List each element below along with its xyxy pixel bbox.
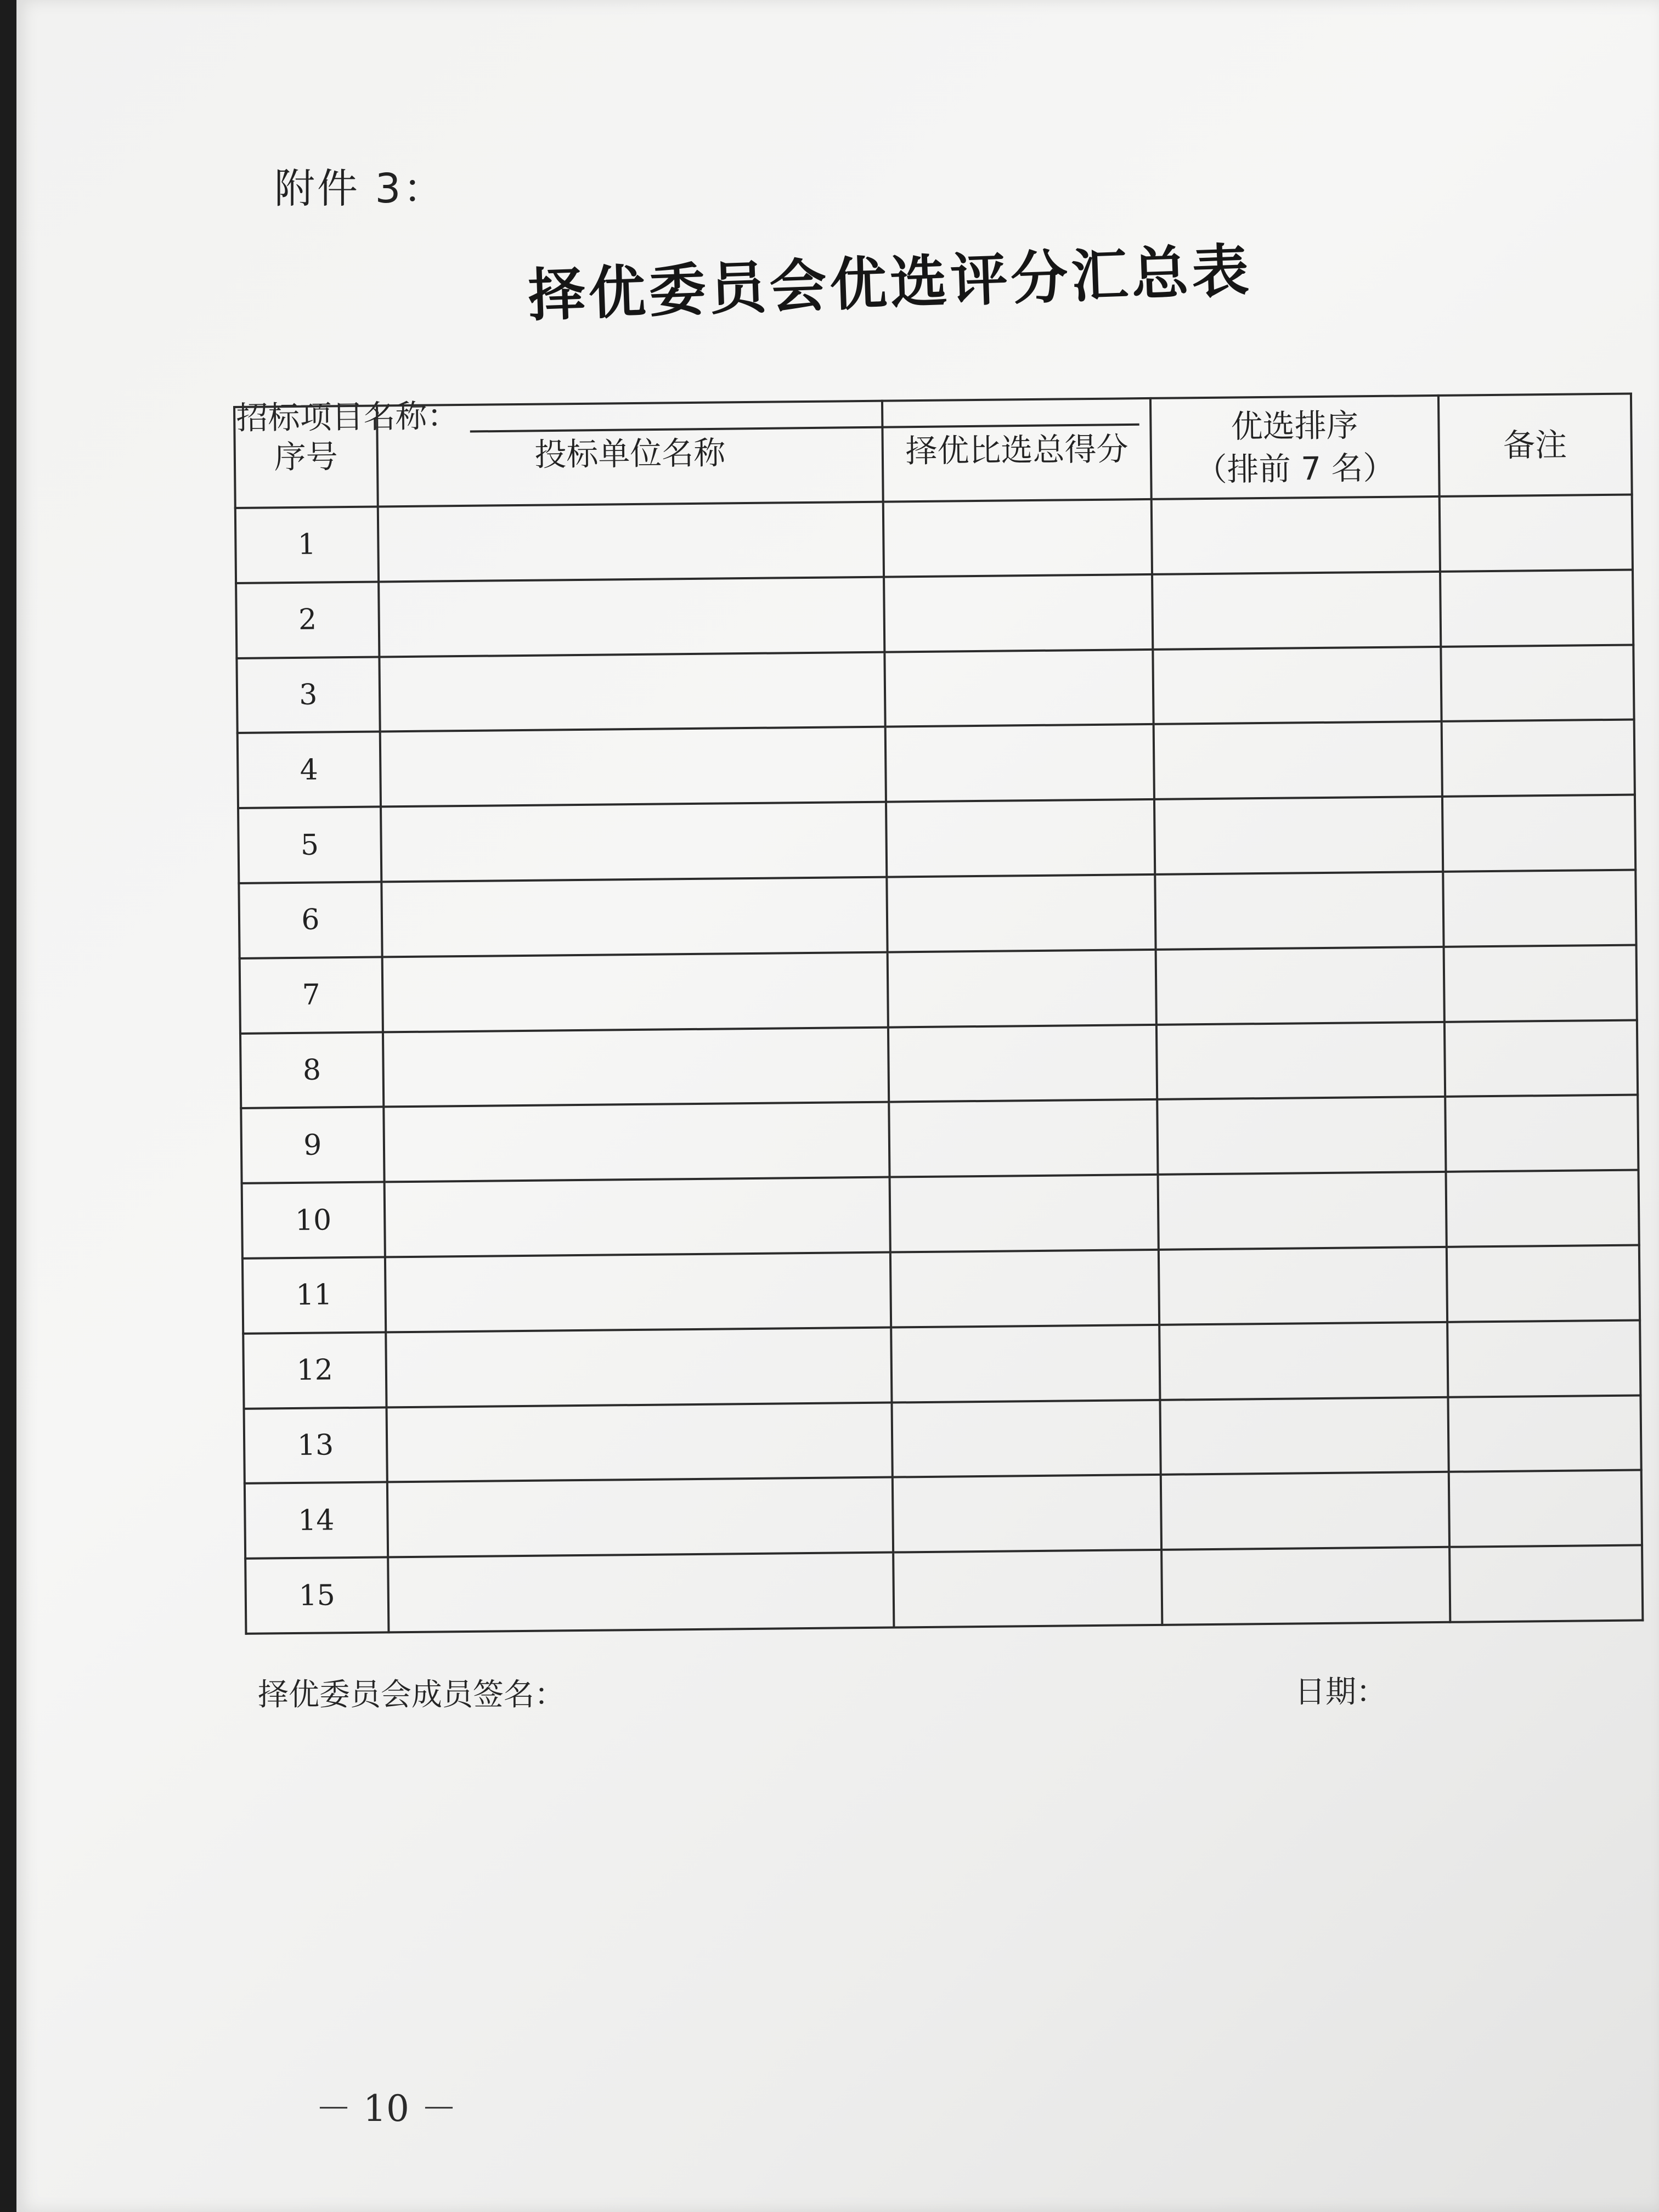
row-number-cell: 5 [238,807,381,883]
bidder-name-cell [386,1327,892,1407]
remarks-cell [1442,795,1636,872]
row-number-cell: 7 [240,957,383,1033]
table-row [243,1320,1640,1408]
total-score-cell [893,1475,1161,1552]
table-body [235,495,1643,1634]
remarks-cell [1449,1545,1643,1622]
row-number-cell: 15 [245,1558,388,1634]
remarks-cell [1446,1245,1640,1322]
ranking-cell [1154,721,1442,799]
table-row [239,870,1636,958]
ranking-cell [1157,1097,1446,1175]
remarks-cell [1447,1320,1641,1397]
remarks-cell [1440,569,1634,646]
table-row [236,569,1633,658]
score-summary-table [233,393,1644,1635]
document-title: 择优委员会优选评分汇总表 [527,236,1254,329]
ranking-cell [1158,1172,1447,1250]
remarks-cell [1443,870,1637,946]
total-score-cell [891,1325,1160,1402]
ranking-cell [1152,572,1441,650]
attachment-label: 附件 3： [274,165,446,212]
row-number-cell: 9 [241,1107,384,1183]
row-number-cell: 10 [242,1182,385,1259]
table-row [236,645,1634,733]
row-number-cell: 1 [235,506,379,583]
row-number-cell: 2 [236,582,379,658]
total-score-cell [886,799,1155,877]
bidder-name-cell [382,952,888,1032]
row-number-cell: 6 [239,882,382,958]
total-score-cell [888,1024,1157,1102]
header-cell: 优选排序 （排前 7 名） [1150,396,1439,499]
remarks-cell [1448,1395,1641,1472]
row-number-cell: 8 [240,1032,383,1108]
remarks-cell [1443,945,1637,1022]
table-row [235,495,1633,583]
bidder-name-cell [384,1177,890,1257]
paper-sheet [16,0,1659,2212]
bidder-name-cell [386,1402,893,1482]
remarks-cell [1445,1095,1639,1172]
bidder-name-cell [380,727,886,807]
ranking-cell [1159,1247,1447,1325]
row-number-cell: 13 [244,1407,387,1483]
bidder-name-cell [381,877,888,957]
total-score-cell [885,724,1154,802]
row-number-cell: 12 [243,1332,386,1408]
remarks-cell [1444,1020,1638,1097]
bidder-name-cell [388,1553,894,1633]
bidder-name-cell [379,577,885,657]
table-row [242,1245,1640,1333]
header-cell: 投标单位名称 [377,401,883,507]
table-header-row [234,394,1632,508]
ranking-cell [1152,496,1440,574]
row-number-cell: 4 [238,732,381,808]
remarks-cell [1441,720,1635,797]
header-cell: 备注 [1438,394,1632,496]
ranking-cell [1156,1022,1445,1099]
score-summary-table-wrap [233,393,1644,1635]
total-score-cell [883,499,1152,577]
remarks-cell [1448,1470,1642,1547]
table-row [242,1170,1639,1259]
total-score-cell [887,874,1156,952]
total-score-cell [893,1550,1162,1628]
table-row [240,1020,1638,1108]
header-cell: 择优比选总得分 [882,398,1152,502]
bidder-name-cell [383,1027,889,1107]
remarks-cell [1439,495,1633,572]
total-score-cell [885,650,1154,727]
ranking-cell [1160,1397,1449,1475]
table-row [238,720,1635,808]
ranking-cell [1154,797,1443,874]
row-number-cell: 3 [236,657,380,733]
table-row [244,1395,1641,1483]
total-score-cell [890,1175,1159,1252]
ranking-cell [1161,1547,1450,1625]
ranking-cell [1156,947,1444,1025]
bidder-name-cell [379,652,885,732]
total-score-cell [890,1250,1159,1327]
table-row [245,1470,1642,1559]
remarks-cell [1446,1170,1639,1247]
table-row [240,945,1637,1033]
row-number-cell: 14 [245,1482,388,1559]
remarks-cell [1441,645,1634,721]
date-label: 日期： [1295,1674,1387,1710]
header-cell: 序号 [234,405,377,507]
total-score-cell [892,1400,1161,1477]
committee-signature-label: 择优委员会成员签名： [258,1677,565,1713]
total-score-cell [884,574,1153,652]
bidder-name-cell [385,1252,891,1333]
row-number-cell: 11 [242,1257,386,1333]
table-row [238,795,1635,883]
table-row [245,1545,1643,1634]
bidder-name-cell [387,1477,894,1558]
ranking-cell [1159,1322,1448,1400]
total-score-cell [888,950,1156,1027]
ranking-cell [1161,1472,1449,1550]
total-score-cell [889,1099,1158,1177]
bidder-name-cell [377,502,884,582]
ranking-cell [1153,646,1441,724]
ranking-cell [1155,872,1443,950]
table-row [241,1095,1638,1183]
page-number: － 10 － [315,2087,457,2130]
bidder-name-cell [383,1102,890,1182]
project-name-label: 招标项目名称： [236,397,459,437]
bidder-name-cell [381,802,887,882]
